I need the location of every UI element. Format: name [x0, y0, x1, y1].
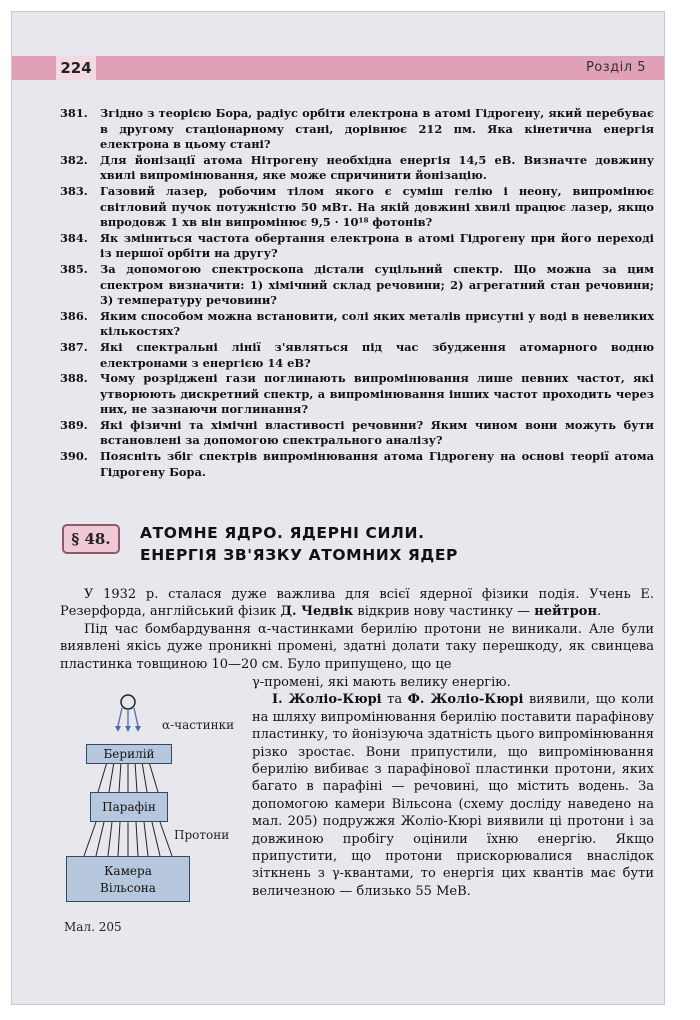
- gamma-rays: [98, 762, 158, 792]
- problem-item: 389. Які фізичні та хімічні властивості речовини? Яким чином вони можуть бути встановлені за допомогою спектрального аналізу?: [60, 417, 654, 448]
- figure-205: [62, 674, 252, 944]
- figure-caption: Мал. 205: [64, 920, 122, 934]
- protons-label: Протони: [174, 828, 230, 842]
- right-column-text: [252, 674, 654, 900]
- page-number: 224: [56, 56, 96, 80]
- body-text: [60, 586, 654, 673]
- textbook-page: [12, 12, 664, 1004]
- frederic-joliot-curie-name: Ф. Жоліо-Кюрі: [407, 692, 524, 708]
- cloud-chamber-box: Камера Вільсона: [66, 856, 190, 902]
- section-title: [140, 522, 660, 566]
- problem-item: 386. Яким способом можна встановити, солі яких металів присутні у воді в невеликих кількостях?: [60, 308, 654, 339]
- paragraph-2: Під час бомбардування α-частинками берилію протони не виникали. Але були виявлені якісь дуже проникні промені, здатні долати таку перешкоду, як свинцева пластинка товщиною 10—20 см. Було припущено, що це: [60, 621, 654, 672]
- problem-item: 382. Для йонізації атома Нітрогену необхідна енергія 14,5 еВ. Визначте довжину хвилі випромінювання, яке може спричинити йонізацію.: [60, 152, 654, 183]
- paragraph-3: І. Жоліо-Кюрі та Ф. Жоліо-Кюрі виявили, що коли на шляху випромінювання берилію поставити парафінову пластинку, то йонізуюча здатність цього випромінювання різко зростає. Вони припустили, що випромінювання берилію вибиває з парафінової пластинки протони, яких багато в парафіні — речовині, що містить водень. За допомогою камери Вільсона (схему досліду наведено на мал. 205) подружжя Жоліо-Кюрі виявили ці протони і за довжиною пробігу оцінили їхню енергію. Якщо припустити, що протони прискорювалися внаслідок зіткнень з γ-квантами, то енергія цих квантів має бути величезною — близько 55 МеВ.: [252, 692, 655, 899]
- paragraph-1: У 1932 р. сталася дуже важлива для всієї ядерної фізики подія. Учень Е. Резерфорда, англійський фізик Д. Чедвік відкрив нову частинку — нейтрон.: [60, 587, 654, 620]
- chadwick-name: Д. Чедвік: [280, 604, 354, 620]
- beryllium-box: Берилій: [86, 744, 172, 764]
- section-title-line1: АТОМНЕ ЯДРО. ЯДЕРНІ СИЛИ.: [140, 524, 425, 542]
- problem-list: [60, 106, 654, 480]
- section-number-badge: § 48.: [62, 524, 120, 554]
- problem-item: 383. Газовий лазер, робочим тілом якого є суміш гелію і неону, випромінює світловий пучок потужністю 50 мВт. На якій довжині хвилі працює лазер, якщо впродовж 1 хв він випромінює 9,5 · 10¹⁸ фотонів?: [60, 183, 654, 230]
- arrow-head-icon: [115, 726, 121, 732]
- chapter-label: Розділ 5: [585, 60, 646, 75]
- paragraph-2-continued: γ-промені, які мають велику енергію.: [252, 675, 511, 690]
- alpha-arrow: [118, 708, 122, 726]
- problem-item: 384. Як зміниться частота обертання електрона в атомі Гідрогену при його переході із першої орбіти на другу?: [60, 230, 654, 261]
- problem-item: 381. Згідно з теорією Бора, радіус орбіти електрона в атомі Гідрогену, який перебуває в другому стаціонарному стані, дорівнює 212 пм. Яка кінетична енергія електрона в цьому стані?: [60, 106, 654, 152]
- alpha-particles-label: α-частинки: [162, 718, 235, 732]
- problem-item: 390. Поясніть збіг спектрів випромінювання атома Гідрогену на основі теорії атома Гідрогену Бора.: [60, 449, 654, 479]
- section-title-line2: ЕНЕРГІЯ ЗВ'ЯЗКУ АТОМНИХ ЯДЕР: [140, 546, 458, 564]
- neutron-term: нейтрон: [534, 604, 597, 620]
- arrow-head-icon: [135, 726, 141, 732]
- alpha-source-icon: [121, 695, 135, 709]
- paraffin-box: Парафін: [90, 792, 168, 822]
- alpha-arrow: [134, 708, 138, 726]
- problem-item: 385. За допомогою спектроскопа дістали суцільний спектр. Що можна за цим спектром визначити: 1) хімічний склад речовини; 2) агрегатний стан речовини; 3) температуру речовини?: [60, 261, 654, 308]
- page-header-bar: [12, 56, 664, 80]
- problem-item: 388. Чому розріджені гази поглинають випромінювання лише певних частот, які утворюють дискретний спектр, а випромінювання інших частот проходить через них, не зазнаючи поглинання?: [60, 371, 654, 417]
- proton-tracks: [84, 822, 172, 856]
- problem-item: 387. Які спектральні лінії з'являться під час збудження атомарного водню електронами з енергією 14 еВ?: [60, 339, 654, 370]
- irene-joliot-curie-name: І. Жоліо-Кюрі: [272, 692, 382, 708]
- arrow-head-icon: [125, 726, 131, 732]
